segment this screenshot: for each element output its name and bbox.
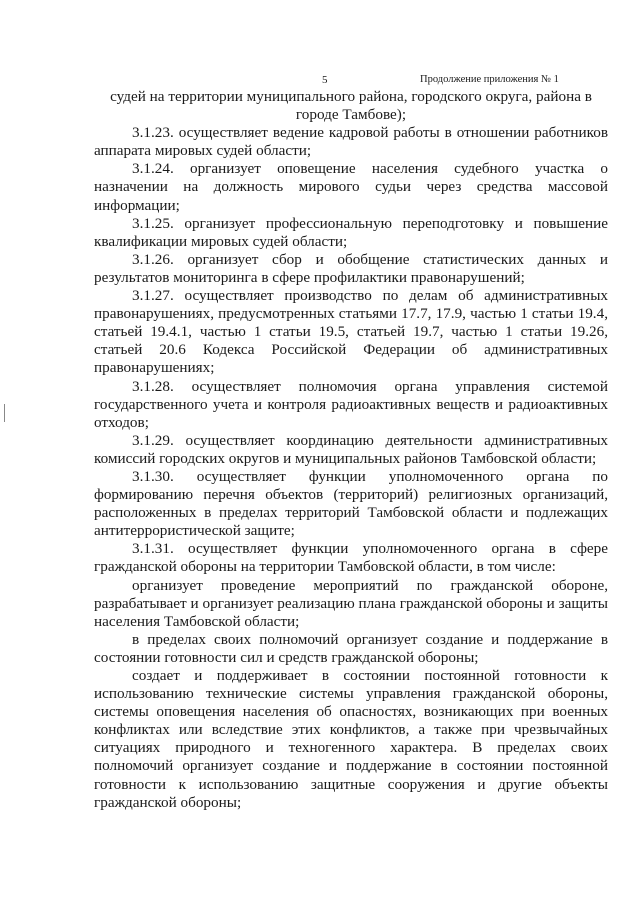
paragraph-civil-defense-forces: в пределах своих полномочий организует создание и поддержание в состоянии готовности сил и средств гражданской обороны;	[94, 630, 608, 666]
page-number: 5	[322, 74, 328, 86]
paragraph-3-1-25: 3.1.25. организует профессиональную переподготовку и повышение квалификации мировых судей области;	[94, 214, 608, 250]
appendix-continuation-note: Продолжение приложения № 1	[420, 74, 559, 85]
document-body	[94, 88, 608, 812]
paragraph-civil-defense-plan: организует проведение мероприятий по гражданской обороне, разрабатывает и организует реализацию плана гражданской обороны и защиты населения Тамбовской области;	[94, 576, 608, 630]
paragraph-3-1-29: 3.1.29. осуществляет координацию деятельности административных комиссий городских округов и муниципальных районов Тамбовской области;	[94, 431, 608, 467]
paragraph-3-1-27: 3.1.27. осуществляет производство по делам об административных правонарушениях, предусмотренных статьями 17.7, 17.9, частью 1 статьи 19.4, статьей 19.4.1, частью 1 статьи 19.5, статьей 19.7, частью 1 статьи 19.26, статьей 20.6 Кодекса Российской Федерации об административных правонарушениях;	[94, 287, 608, 377]
paragraph-3-1-26: 3.1.26. организует сбор и обобщение статистических данных и результатов мониторинга в сфере профилактики правонарушений;	[94, 250, 608, 286]
paragraph-3-1-31: 3.1.31. осуществляет функции уполномоченного органа в сфере гражданской обороны на территории Тамбовской области, в том числе:	[94, 540, 608, 576]
paragraph-3-1-24: 3.1.24. организует оповещение населения судебного участка о назначении на должность мирового судьи через средства массовой информации;	[94, 160, 608, 214]
page-header	[0, 74, 640, 88]
paragraph-3-1-23: 3.1.23. осуществляет ведение кадровой работы в отношении работников аппарата мировых судей области;	[94, 124, 608, 160]
paragraph-civil-defense-systems: создает и поддерживает в состоянии постоянной готовности к использованию технические системы управления гражданской обороны, системы оповещения населения об опасностях, возникающих при военных конфликтах или вследствие этих конфликтов, а также при чрезвычайных ситуациях природного и техногенного характера. В пределах своих полномочий организует создание и поддержание в состоянии постоянной готовности к использованию защитные сооружения и другие объекты гражданской обороны;	[94, 667, 608, 811]
paragraph-continuation: судей на территории муниципального района, городского округа, района в городе Тамбове);	[110, 88, 592, 124]
scan-margin-mark	[4, 404, 5, 422]
paragraph-3-1-30: 3.1.30. осуществляет функции уполномоченного органа по формированию перечня объектов (территорий) религиозных организаций, расположенных в пределах территорий Тамбовской области и подлежащих антитеррористической защите;	[94, 467, 608, 540]
paragraph-3-1-28: 3.1.28. осуществляет полномочия органа управления системой государственного учета и контроля радиоактивных веществ и радиоактивных отходов;	[94, 377, 608, 431]
